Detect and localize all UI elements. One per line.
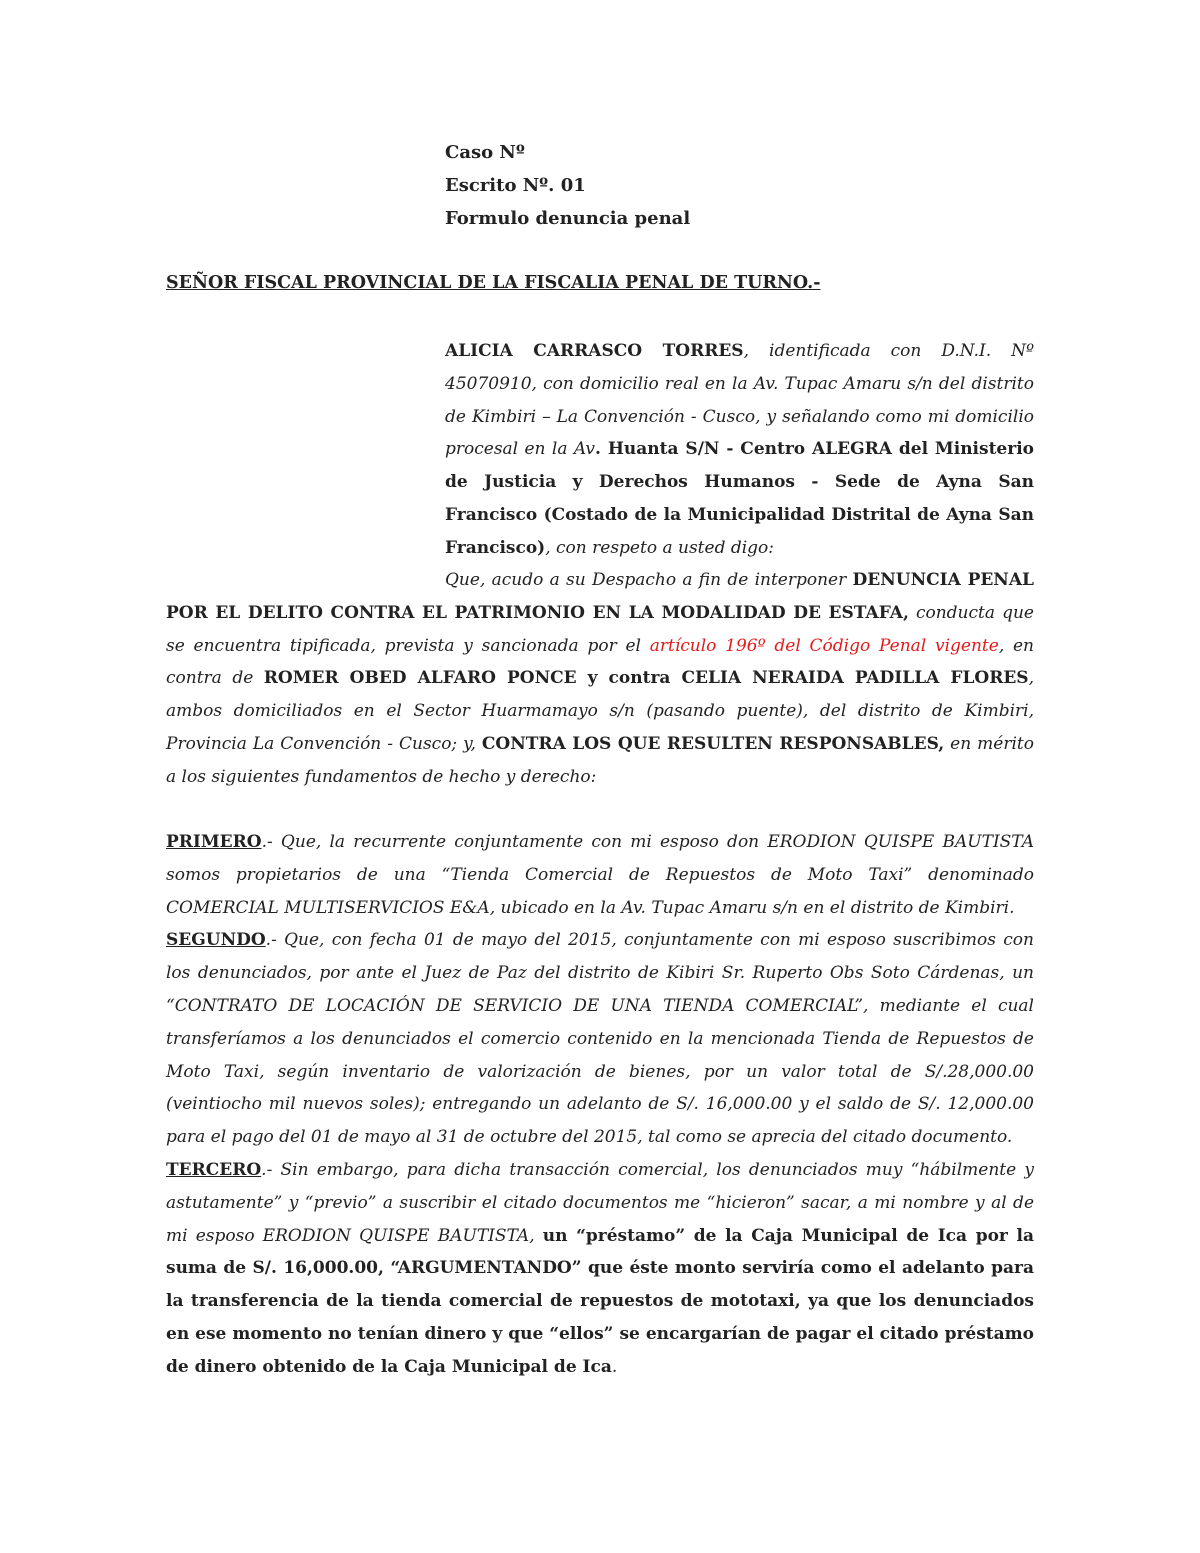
addressee-heading: SEÑOR FISCAL PROVINCIAL DE LA FISCALIA PENAL DE TURNO.- xyxy=(166,273,821,293)
segundo-paragraph: SEGUNDO.- Que, con fecha 01 de mayo del 2015, conjuntamente con mi esposo suscribimos con los denunciados, por ante el Juez de Paz del distrito de Kibiri Sr. Ruperto Obs Soto Cárdenas, un “CONTRATO DE LOCACIÓN DE SERVICIO DE UNA TIENDA COMERCIAL”, mediante el cual transferíamos a los denunciados el comercio contenido en la mencionada Tienda de Repuestos de Moto Taxi, según inventario de valorización de bienes, por un valor total de S/.28,000.00 (veintiocho mil nuevos soles); entregando un adelanto de S/. 16,000.00 y el saldo de S/. 12,000.00 para el pago del 01 de mayo al 31 de octubre del 2015, tal como se aprecia del citado documento. xyxy=(166,930,1034,1148)
complainant-name: ALICIA CARRASCO TORRES xyxy=(445,341,744,361)
tercero-label: TERCERO xyxy=(166,1159,262,1180)
loan-statement: un “préstamo” de la Caja Municipal de Ica por la suma de S/. 16,000.00, “ARGUMENTANDO” que éste monto serviría como el adelanto para la transferencia de la tienda comercial de repuestos de mototaxi, ya que los denunciados en ese momento no tenían dinero y que “ellos” se encargarían de pagar el citado préstamo de dinero obtenido de la Caja Municipal de Ica xyxy=(166,1225,1034,1377)
case-number: Caso Nº xyxy=(445,142,525,163)
procedural-address: . Huanta S/N - Centro ALEGRA del Ministerio de Justicia y Derechos Humanos - Sede de Ayna San Francisco (Costado de la Municipalidad Distrital de Ayna San Francisco) xyxy=(445,439,1035,558)
intro-paragraph: ALICIA CARRASCO TORRES, identificada con D.N.I. Nº 45070910, con domicilio real en la Av. Tupac Amaru s/n del distrito de Kimbiri – La Convención - Cusco, y señalando como mi domicilio procesal en la Av. Huanta S/N - Centro ALEGRA del Ministerio de Justicia y Derechos Humanos - Sede de Ayna San Francisco (Costado de la Municipalidad Distrital de Ayna San Francisco), con respeto a usted digo: xyxy=(445,341,1035,558)
segundo-label: SEGUNDO xyxy=(166,930,266,951)
complaint-paragraph: Que, acudo a su Despacho a fin de interponer DENUNCIA PENAL POR EL DELITO CONTRA EL PATRIMONIO EN LA MODALIDAD DE ESTAFA, conducta que se encuentra tipificada, prevista y sancionada por el artículo 196º del Código Penal vigente, en contra de ROMER OBED ALFARO PONCE y contra CELIA NERAIDA PADILLA FLORES, ambos domiciliados en el Sector Huarmamayo s/n (pasando puente), del distrito de Kimbiri, Provincia La Convención - Cusco; y, CONTRA LOS QUE RESULTEN RESPONSABLES, en mérito a los siguientes fundamentos de hecho y derecho: xyxy=(166,570,1034,787)
facts-section xyxy=(166,826,1034,1384)
summary-line: Formulo denuncia penal xyxy=(445,208,691,229)
primero-label: PRIMERO xyxy=(166,832,262,852)
tercero-paragraph: TERCERO.- Sin embargo, para dicha transacción comercial, los denunciados muy “hábilmente y astutamente” y “previo” a suscribir el citado documentos me “hicieron” sacar, a mi nombre y al de mi esposo ERODION QUISPE BAUTISTA, un “préstamo” de la Caja Municipal de Ica por la suma de S/. 16,000.00, “ARGUMENTANDO” que éste monto serviría como el adelanto para la transferencia de la tienda comercial de repuestos de mototaxi, ya que los denunciados en ese momento no tenían dinero y que “ellos” se encargarían de pagar el citado préstamo de dinero obtenido de la Caja Municipal de Ica. xyxy=(166,1159,1034,1377)
primero-paragraph: PRIMERO.- Que, la recurrente conjuntamente con mi esposo don ERODION QUISPE BAUTISTA somos propietarios de una “Tienda Comercial de Repuestos de Moto Taxi” denominado COMERCIAL MULTISERVICIOS E&A, ubicado en la Av. Tupac Amaru s/n en el distrito de Kimbiri. xyxy=(166,832,1034,918)
responsible-parties: CONTRA LOS QUE RESULTEN RESPONSABLES, xyxy=(481,733,945,754)
complaint-type: DENUNCIA PENAL POR EL DELITO CONTRA EL PATRIMONIO EN LA MODALIDAD DE ESTAFA, xyxy=(166,570,1034,623)
accused-names: ROMER OBED ALFARO PONCE y contra CELIA NERAIDA PADILLA FLORES xyxy=(263,668,1029,689)
writ-number: Escrito Nº. 01 xyxy=(445,175,586,196)
legal-article: artículo 196º del Código Penal vigente xyxy=(649,635,999,656)
